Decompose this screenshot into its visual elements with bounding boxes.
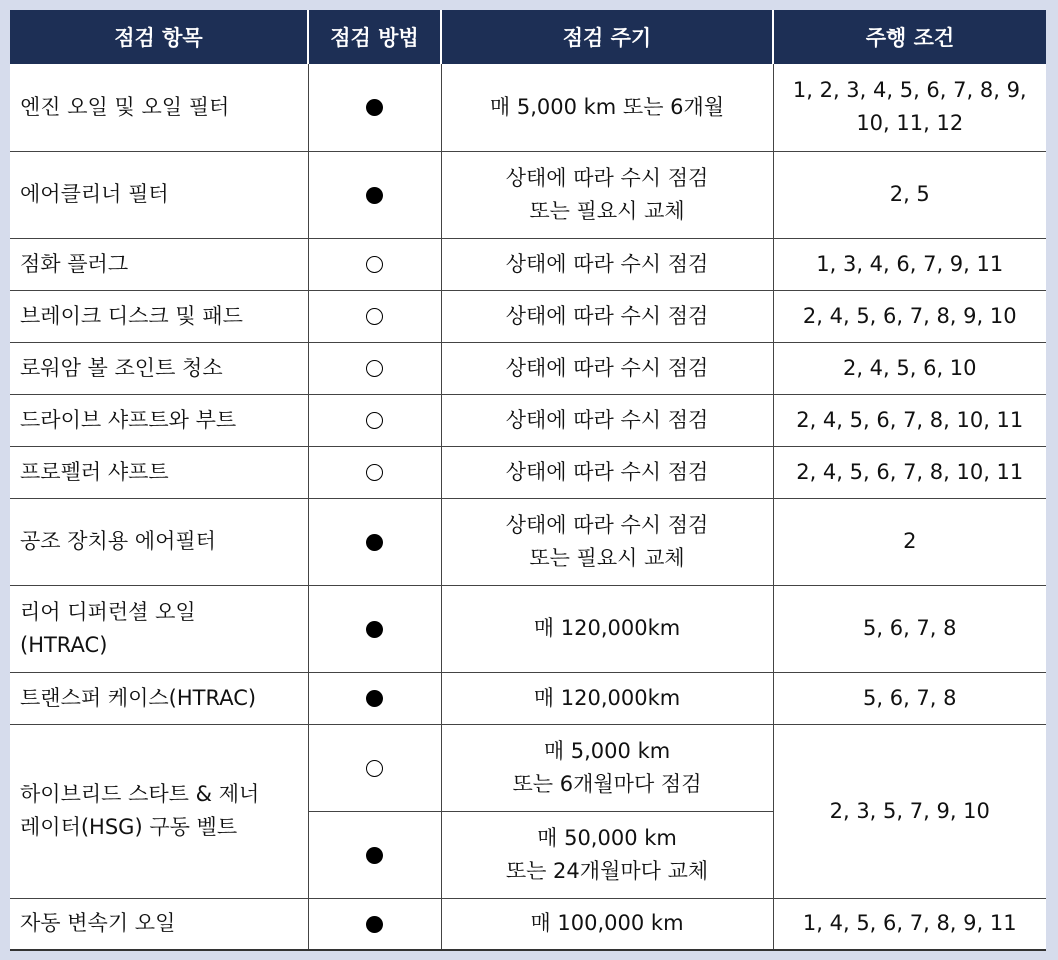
filled-circle-icon [366,99,383,116]
interval-text: 상태에 따라 수시 점검 [505,459,709,484]
header-interval: 점검 주기 [441,10,773,64]
filled-circle-icon [366,690,383,707]
method-cell [308,342,441,394]
table-row [10,898,1046,950]
method-cell [308,585,441,672]
table-row [10,394,1046,446]
item-cell [10,151,308,238]
interval-cell [441,498,773,585]
interval-text: 상태에 따라 수시 점검 [505,512,709,537]
interval-cell [441,446,773,498]
interval-text: 매 50,000 km [537,825,677,850]
interval-cell [441,724,773,811]
interval-text: 상태에 따라 수시 점검 [505,165,709,190]
item-text: 리어 디퍼런셜 오일 [20,599,196,624]
interval-cell [441,290,773,342]
table-row [10,446,1046,498]
conditions-cell [773,290,1046,342]
hollow-circle-icon [366,308,383,325]
table-row [10,498,1046,585]
conditions-cell [773,394,1046,446]
item-text: 공조 장치용 에어필터 [20,529,216,553]
conditions-cell [773,672,1046,724]
item-cell [10,64,308,151]
table-row [10,290,1046,342]
interval-cell [441,64,773,151]
table-row [10,342,1046,394]
interval-cell [441,811,773,898]
conditions-cell [773,446,1046,498]
interval-text: 매 100,000 km [530,911,684,936]
hollow-circle-icon [366,412,383,429]
item-cell [10,238,308,290]
conditions-text: 2, 4, 5, 6, 7, 8, 9, 10 [802,303,1017,328]
interval-cell [441,342,773,394]
method-cell [308,290,441,342]
conditions-cell [773,64,1046,151]
item-cell [10,672,308,724]
conditions-text: 2, 4, 5, 6, 7, 8, 10, 11 [796,459,1024,484]
item-text: 레이터(HSG) 구동 벨트 [20,815,238,839]
item-cell [10,898,308,950]
item-cell [10,498,308,585]
item-text: (HTRAC) [20,632,108,657]
conditions-text: 2, 4, 5, 6, 10 [842,355,977,380]
interval-text: 또는 필요시 교체 [529,545,685,570]
conditions-text: 10, 11, 12 [856,111,964,136]
interval-cell [441,585,773,672]
conditions-cell [773,724,1046,898]
method-cell [308,238,441,290]
interval-text: 또는 6개월마다 점검 [512,771,702,796]
item-text: 프로펠러 샤프트 [20,459,169,484]
conditions-cell [773,151,1046,238]
filled-circle-icon [366,916,383,933]
interval-text: 상태에 따라 수시 점검 [505,251,709,276]
interval-text: 상태에 따라 수시 점검 [505,303,709,328]
method-cell [308,724,441,811]
conditions-text: 2, 5 [889,182,930,206]
method-cell [308,64,441,151]
table-row [10,238,1046,290]
conditions-text: 1, 3, 4, 6, 7, 9, 11 [816,251,1004,276]
maintenance-table [10,10,1046,951]
interval-cell [441,238,773,290]
conditions-text: 5, 6, 7, 8 [863,616,957,640]
hollow-circle-icon [366,464,383,481]
filled-circle-icon [366,847,383,864]
interval-text: 또는 24개월마다 교체 [505,858,709,883]
item-text: 하이브리드 스타트 & 제너 [20,782,260,806]
item-cell [10,290,308,342]
conditions-cell [773,898,1046,950]
item-text: 자동 변속기 오일 [20,911,176,936]
interval-cell [441,394,773,446]
filled-circle-icon [366,534,383,551]
table-row [10,585,1046,672]
table-header-row [10,10,1046,64]
conditions-text: 2, 4, 5, 6, 7, 8, 10, 11 [796,407,1024,432]
item-cell [10,446,308,498]
header-conditions: 주행 조건 [773,10,1046,64]
table-row [10,724,1046,811]
item-cell [10,585,308,672]
method-cell [308,446,441,498]
conditions-cell [773,498,1046,585]
interval-cell [441,672,773,724]
table-row [10,151,1046,238]
item-text: 에어클리너 필터 [20,182,169,206]
interval-text: 상태에 따라 수시 점검 [505,355,709,380]
conditions-text: 2 [903,529,917,553]
method-cell [308,811,441,898]
conditions-cell [773,585,1046,672]
interval-text: 매 5,000 km 또는 6개월 [489,94,725,119]
hollow-circle-icon [366,760,383,777]
header-item: 점검 항목 [10,10,308,64]
method-cell [308,151,441,238]
method-cell [308,898,441,950]
item-text: 브레이크 디스크 및 패드 [20,303,243,328]
item-text: 점화 플러그 [20,251,129,276]
interval-text: 상태에 따라 수시 점검 [505,407,709,432]
filled-circle-icon [366,621,383,638]
item-text: 엔진 오일 및 오일 필터 [20,94,230,119]
conditions-text: 1, 4, 5, 6, 7, 8, 9, 11 [802,911,1017,936]
item-text: 트랜스퍼 케이스(HTRAC) [20,685,257,710]
conditions-text: 5, 6, 7, 8 [863,685,957,710]
item-text: 드라이브 샤프트와 부트 [20,407,237,432]
item-cell [10,394,308,446]
method-cell [308,394,441,446]
interval-text: 매 120,000km [533,685,681,710]
item-cell [10,724,308,898]
conditions-text: 2, 3, 5, 7, 9, 10 [829,798,990,823]
table-row [10,64,1046,151]
hollow-circle-icon [366,360,383,377]
method-cell [308,498,441,585]
header-method: 점검 방법 [308,10,441,64]
interval-cell [441,898,773,950]
method-cell [308,672,441,724]
conditions-text: 1, 2, 3, 4, 5, 6, 7, 8, 9, [792,78,1027,103]
interval-text: 매 5,000 km [543,738,671,763]
item-text: 로워암 볼 조인트 청소 [20,355,223,380]
interval-text: 또는 필요시 교체 [529,198,685,223]
interval-cell [441,151,773,238]
table-row [10,672,1046,724]
hollow-circle-icon [366,256,383,273]
interval-text: 매 120,000km [533,616,681,640]
conditions-cell [773,342,1046,394]
item-cell [10,342,308,394]
filled-circle-icon [366,187,383,204]
conditions-cell [773,238,1046,290]
